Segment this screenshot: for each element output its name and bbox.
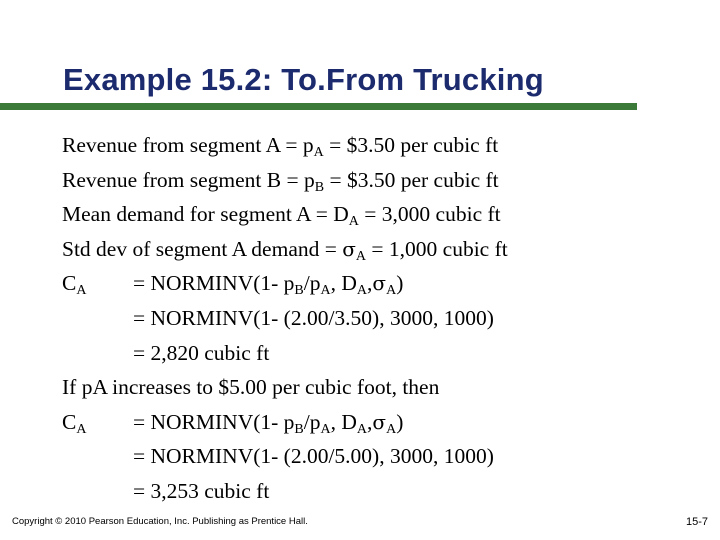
std-dev-line: Std dev of segment A demand = $\sigma_A = 1,000$ cubic ft xyxy=(62,236,508,264)
copyright-footer: Copyright © 2010 Pearson Education, Inc. Publishing as Prentice Hall. xyxy=(12,516,308,527)
capacity-result-line-2: = 3,253 cubic ft xyxy=(133,478,270,503)
page-number: 15-7 xyxy=(685,516,708,528)
title-underline xyxy=(0,103,637,110)
capacity-label: $C_A$ xyxy=(62,271,87,299)
capacity-substitution-line: = NORMINV(1- (2.00/3.50), 3000, 1000) xyxy=(133,305,494,330)
price-increase-line: If pA increases to $5.00 per cubic foot, then xyxy=(62,375,440,400)
slide-body xyxy=(62,128,508,509)
capacity-result-line: = 2,820 cubic ft xyxy=(133,340,270,365)
capacity-label: $C_A$ xyxy=(62,409,87,437)
sigma-symbol: σ xyxy=(342,236,356,261)
capacity-formula-line-2: $C_A$ = NORMINV(1- $p_B/p_A$, $D_A,\sigma_A$) xyxy=(62,405,508,440)
mean-demand-line: Mean demand for segment $A = D_A = 3,000$ cubic ft xyxy=(62,202,501,230)
capacity-formula-line: $C_A$ = NORMINV(1- $p_B/p_A$, $D_A,\sigma_A$) xyxy=(62,266,508,301)
capacity-substitution-line-2: = NORMINV(1- (2.00/5.00), 3000, 1000) xyxy=(133,444,494,469)
revenue-segment-a-line: Revenue from segment $A = p_A$ = $3.50 per cubic ft xyxy=(62,133,499,160)
revenue-segment-b-line: Revenue from segment $B = p_B$ = $3.50 per cubic ft xyxy=(62,167,499,195)
sigma-symbol: σ xyxy=(372,271,387,296)
sigma-symbol: σ xyxy=(372,409,387,434)
slide-title: Example 15.2: To.From Trucking xyxy=(63,62,544,97)
